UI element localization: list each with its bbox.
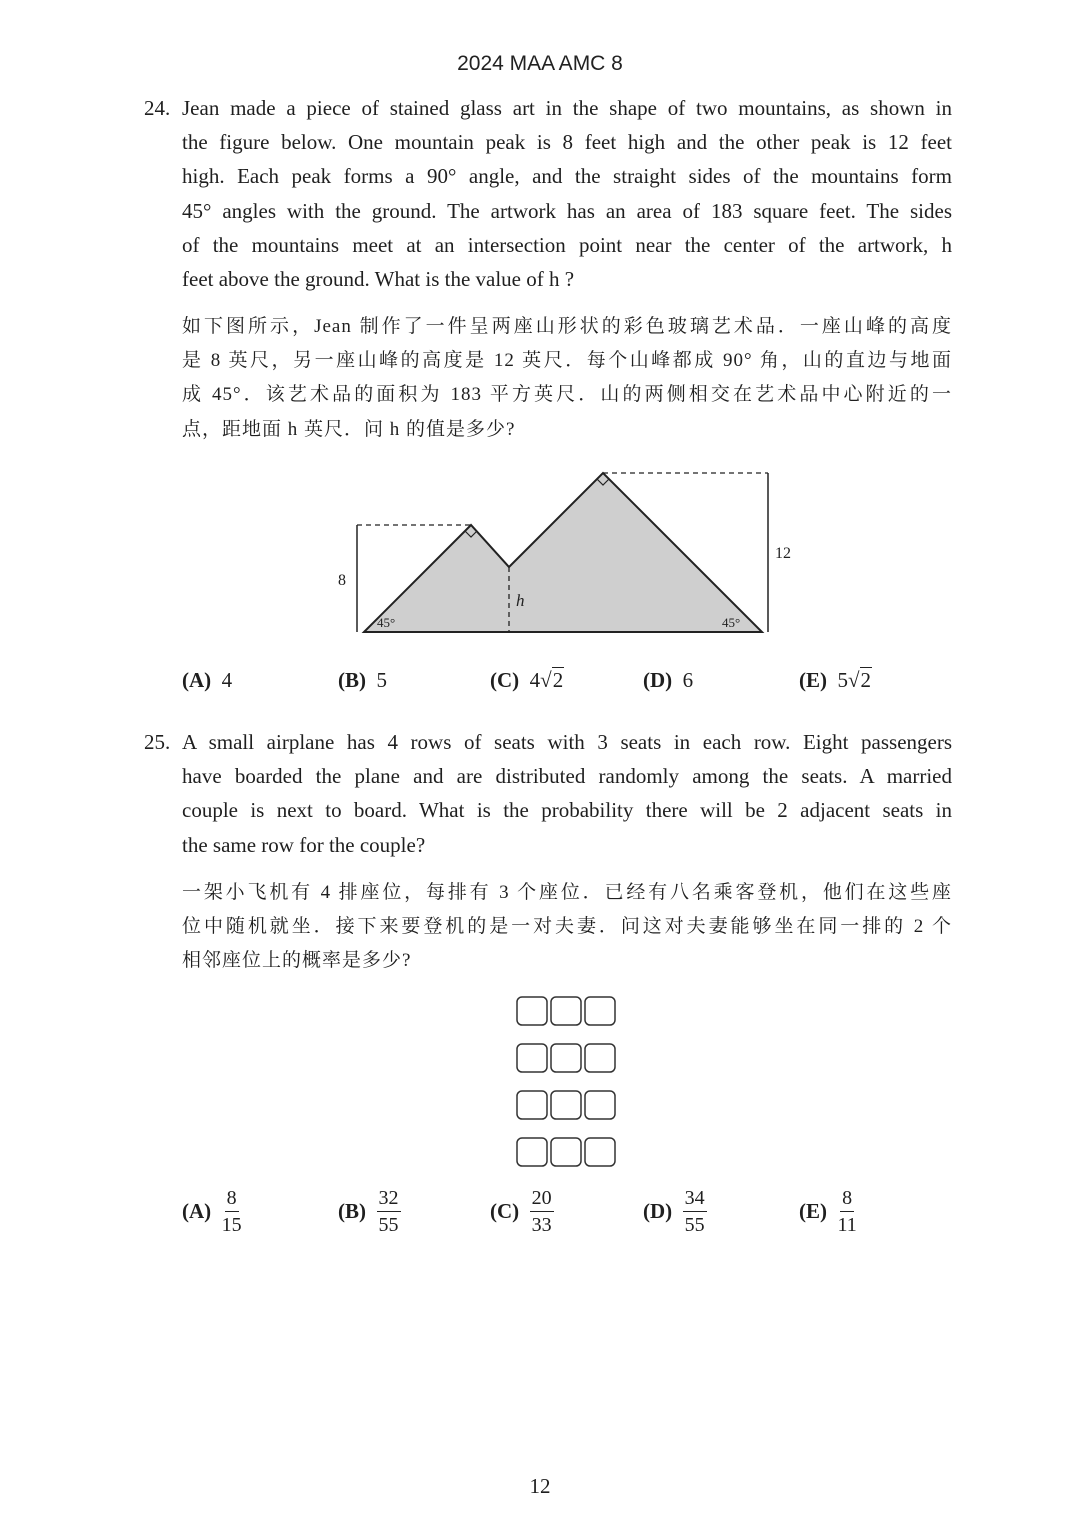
seat	[517, 1091, 547, 1119]
text-line: high. Each peak forms a 90° angle, and the straight sides of the mountains form	[182, 164, 952, 189]
fraction: $\frac{34}{55}$	[684, 1186, 705, 1236]
text-line: have boarded the plane and are distributed randomly among the seats. A married	[182, 764, 952, 789]
fraction: $\frac{20}{33}$	[531, 1186, 552, 1236]
page-header: 2024 MAA AMC 8	[457, 52, 623, 75]
text-line: 位中随机就坐．接下来要登机的是一对夫妻．问这对夫妻能够坐在同一排的 2 个	[182, 916, 952, 938]
choice-25-e[interactable]: (E) $\frac{8}{11}$	[799, 1186, 857, 1236]
choice-24-b[interactable]: (B) 5	[338, 668, 387, 692]
fraction: $\frac{8}{15}$	[221, 1186, 242, 1236]
text-line: Jean made a piece of stained glass art in the shape of two mountains, as shown in	[182, 96, 952, 120]
text-line: feet above the ground. What is the value of h ?	[182, 267, 575, 292]
seat	[551, 1091, 581, 1119]
seat	[517, 1044, 547, 1072]
mountain-figure	[330, 460, 800, 645]
text-line: of the mountains meet at an intersection point near the center of the artwork, h	[182, 232, 952, 257]
seat	[585, 1044, 615, 1072]
seat	[585, 997, 615, 1025]
choice-25-b[interactable]: (B) $\frac{32}{55}$	[338, 1186, 399, 1236]
angle-label-left: 45°	[377, 615, 396, 630]
angle-label-right: 45°	[722, 615, 741, 630]
question-24-english-text	[182, 91, 952, 296]
seat	[551, 997, 581, 1025]
mountain-shape	[364, 473, 762, 632]
choice-25-a[interactable]: (A) $\frac{8}{15}$	[182, 1186, 242, 1236]
label-8: 8	[338, 572, 346, 589]
text-line: A small airplane has 4 rows of seats with 3 seats in each row. Eight passengers	[182, 730, 952, 754]
choice-25-c[interactable]: (C) $\frac{20}{33}$	[490, 1186, 552, 1236]
seat	[517, 997, 547, 1025]
text-line: 是 8 英尺，另一座山峰的高度是 12 英尺．每个山峰都成 90° 角，山的直边与地面	[182, 350, 952, 372]
seat	[585, 1138, 615, 1166]
seat	[551, 1044, 581, 1072]
text-line: 相邻座位上的概率是多少?	[182, 950, 412, 972]
sqrt-symbol: √	[848, 668, 860, 692]
label-h: h	[516, 591, 525, 610]
seat	[551, 1138, 581, 1166]
question-24-number: 24.	[144, 96, 171, 120]
text-line: 如下图所示，Jean 制作了一件呈两座山形状的彩色玻璃艺术品．一座山峰的高度	[182, 316, 952, 337]
label-12: 12	[775, 545, 791, 562]
choice-24-a[interactable]: (A) 4	[182, 668, 233, 692]
text-line: 一架小飞机有 4 排座位，每排有 3 个座位．已经有八名乘客登机，他们在这些座	[182, 882, 952, 903]
text-line: couple is next to board. What is the probability there will be 2 adjacent seats in	[182, 798, 952, 823]
choice-24-c[interactable]: (C) 4√2	[490, 668, 564, 692]
question-25-chinese-text	[182, 876, 952, 979]
text-line: the same row for the couple?	[182, 832, 426, 857]
page-number: 12	[529, 1474, 551, 1498]
text-line: 45° angles with the ground. The artwork has an area of 183 square feet. The sides	[182, 198, 952, 223]
question-24-chinese-text	[182, 310, 952, 447]
choice-25-d[interactable]: (D) $\frac{34}{55}$	[643, 1186, 705, 1236]
seat	[517, 1138, 547, 1166]
text-line: the figure below. One mountain peak is 8 feet high and the other peak is 12 feet	[182, 130, 952, 155]
text-line: 点，距地面 h 英尺．问 h 的值是多少?	[182, 418, 516, 440]
seat-grid-figure	[510, 990, 622, 1170]
fraction: $\frac{32}{55}$	[378, 1186, 399, 1236]
fraction: $\frac{8}{11}$	[837, 1186, 857, 1236]
choice-24-d[interactable]: (D) 6	[643, 668, 694, 692]
question-25-number: 25.	[144, 730, 171, 754]
sqrt-symbol: √	[540, 668, 552, 692]
text-line: 成 45°．该艺术品的面积为 183 平方英尺．山的两侧相交在艺术品中心附近的一	[182, 384, 952, 406]
question-25-english-text	[182, 725, 952, 862]
choice-24-e[interactable]: (E) 5√2	[799, 668, 872, 692]
seat	[585, 1091, 615, 1119]
